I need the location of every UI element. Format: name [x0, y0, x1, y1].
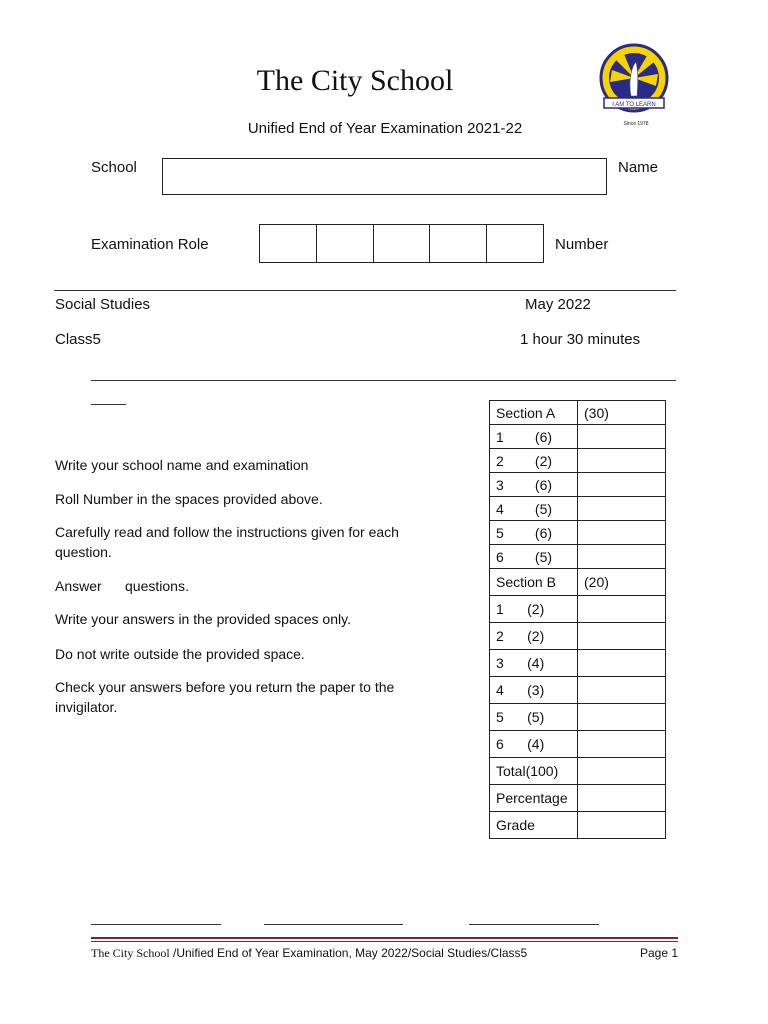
- instruction-3: Carefully read and follow the instructions given for each question.: [55, 524, 399, 560]
- marks-label-cell: Percentage: [490, 785, 578, 812]
- exam-date: May 2022: [525, 296, 591, 313]
- marks-table: [489, 400, 666, 839]
- name-label: Name: [618, 159, 659, 176]
- roll-digit-box[interactable]: [260, 225, 317, 262]
- marks-label-cell: 4 (3): [490, 677, 578, 704]
- marks-row: [490, 497, 666, 521]
- logo-motto: I AM TO LEARN: [612, 102, 656, 108]
- marks-label-cell: Section B: [490, 569, 578, 596]
- divider: [54, 290, 676, 291]
- instruction-2: Roll Number in the spaces provided above.: [55, 491, 323, 507]
- duration: 1 hour 30 minutes: [520, 331, 641, 348]
- marks-row: [490, 521, 666, 545]
- marks-label-cell: Total(100): [490, 758, 578, 785]
- marks-label-cell: 6 (5): [490, 545, 578, 569]
- school-label: School: [91, 159, 137, 176]
- marks-row: [490, 425, 666, 449]
- roll-digit-box[interactable]: [487, 225, 543, 262]
- roll-digit-box[interactable]: [374, 225, 431, 262]
- instruction-1: Write your school name and examination: [55, 457, 309, 473]
- marks-row: [490, 449, 666, 473]
- instruction-4: Answer questions.: [55, 578, 189, 594]
- marks-label-cell: 6 (4): [490, 731, 578, 758]
- page-number: Page 1: [640, 946, 679, 960]
- footer-text: [91, 946, 527, 961]
- marks-label-cell: 4 (5): [490, 497, 578, 521]
- instruction-7: Check your answers before you return the paper to the invigilator.: [55, 679, 395, 715]
- marks-row: [490, 677, 666, 704]
- marks-label-cell: 1 (6): [490, 425, 578, 449]
- marks-label-cell: 1 (2): [490, 596, 578, 623]
- marks-value-cell[interactable]: [578, 812, 666, 839]
- marks-label-cell: 5 (5): [490, 704, 578, 731]
- marks-value-cell[interactable]: [578, 731, 666, 758]
- marks-value-cell[interactable]: [578, 449, 666, 473]
- footer-rule: [91, 937, 678, 939]
- number-label: Number: [555, 236, 609, 253]
- school-name-field[interactable]: [162, 158, 607, 195]
- marks-row: [490, 812, 666, 839]
- marks-value-cell[interactable]: [578, 473, 666, 497]
- marks-row: [490, 731, 666, 758]
- footer-school: The City School: [91, 946, 170, 960]
- marks-value-cell[interactable]: [578, 623, 666, 650]
- subject: Social Studies: [55, 296, 151, 313]
- roll-number-boxes[interactable]: [259, 224, 544, 263]
- marks-value-cell[interactable]: (30): [578, 401, 666, 425]
- class: Class5: [55, 331, 101, 348]
- signature-line: [91, 924, 221, 925]
- marks-row: [490, 785, 666, 812]
- marks-value-cell[interactable]: [578, 758, 666, 785]
- roll-digit-box[interactable]: [317, 225, 374, 262]
- roll-label: Examination Role: [91, 236, 209, 253]
- footer-rule: [91, 941, 678, 942]
- marks-row: [490, 473, 666, 497]
- logo-since: Since 1978: [623, 121, 649, 127]
- marks-row: [490, 401, 666, 425]
- marks-row: [490, 704, 666, 731]
- exam-title: Unified End of Year Examination 2021-22: [247, 120, 523, 137]
- footer-details: /Unified End of Year Examination, May 2022/Social Studies/Class5: [169, 946, 528, 960]
- marks-value-cell[interactable]: [578, 785, 666, 812]
- marks-row: [490, 623, 666, 650]
- instruction-5: Write your answers in the provided spaces only.: [55, 611, 351, 627]
- marks-label-cell: 2 (2): [490, 623, 578, 650]
- school-logo: [598, 40, 670, 130]
- marks-label-cell: 2 (2): [490, 449, 578, 473]
- divider: [91, 380, 676, 381]
- marks-row: [490, 596, 666, 623]
- marks-row: [490, 650, 666, 677]
- marks-value-cell[interactable]: [578, 704, 666, 731]
- marks-row: [490, 758, 666, 785]
- marks-value-cell[interactable]: [578, 596, 666, 623]
- marks-value-cell[interactable]: (20): [578, 569, 666, 596]
- marks-value-cell[interactable]: [578, 521, 666, 545]
- marks-value-cell[interactable]: [578, 545, 666, 569]
- marks-value-cell[interactable]: [578, 677, 666, 704]
- roll-digit-box[interactable]: [430, 225, 487, 262]
- marks-label-cell: Grade: [490, 812, 578, 839]
- signature-line: [469, 924, 599, 925]
- marks-value-cell[interactable]: [578, 650, 666, 677]
- marks-value-cell[interactable]: [578, 497, 666, 521]
- marks-label-cell: 3 (4): [490, 650, 578, 677]
- marks-label-cell: 3 (6): [490, 473, 578, 497]
- marks-row: [490, 569, 666, 596]
- marks-label-cell: Section A: [490, 401, 578, 425]
- page-title: The City School: [256, 64, 454, 97]
- marks-label-cell: 5 (6): [490, 521, 578, 545]
- marks-row: [490, 545, 666, 569]
- instruction-6: Do not write outside the provided space.: [55, 646, 305, 662]
- marks-value-cell[interactable]: [578, 425, 666, 449]
- signature-line: [264, 924, 403, 925]
- divider: [91, 404, 126, 405]
